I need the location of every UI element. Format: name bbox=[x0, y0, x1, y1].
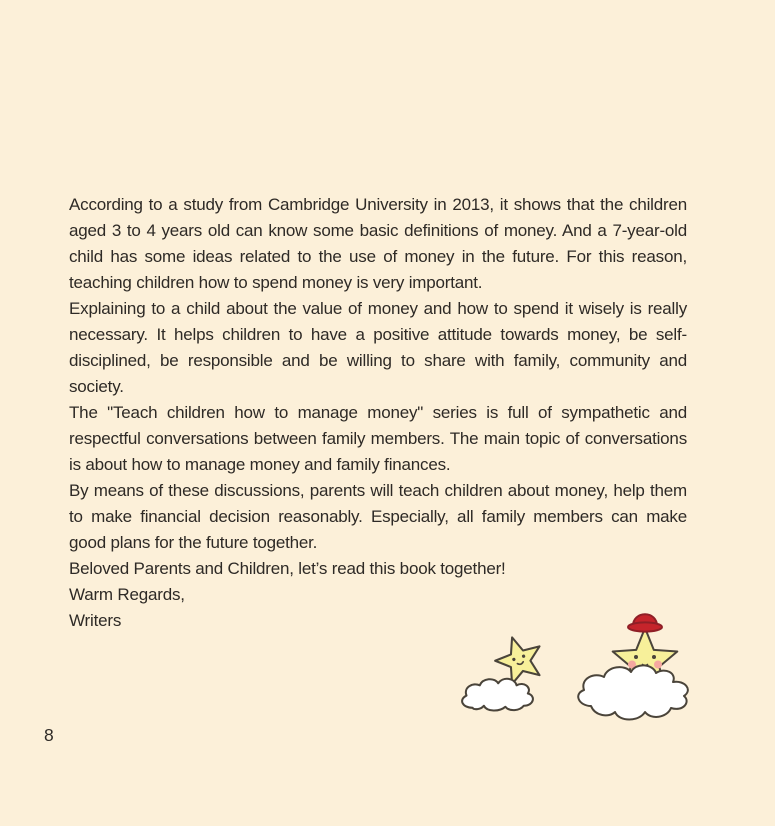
text-block bbox=[69, 192, 687, 634]
paragraph-2: Explaining to a child about the value of money and how to spend it wisely is really necessary. It helps children to have a positive attitude towards money, be self-disciplined, be responsible and be willing to share with family, community and society. bbox=[69, 299, 687, 396]
large-star-cheek-right bbox=[654, 661, 662, 669]
closing-regards: Warm Regards, bbox=[69, 585, 185, 604]
small-star-icon bbox=[490, 630, 548, 687]
small-cloud-icon bbox=[462, 679, 533, 711]
large-cloud-icon bbox=[578, 665, 688, 719]
paragraph-3: The "Teach children how to manage money" series is full of sympathetic and respectful conversations between family members. The main topic of conversations is about how to manage money and family finances. bbox=[69, 403, 687, 474]
small-star-cloud-illustration bbox=[458, 628, 566, 716]
large-star-cloud-illustration bbox=[572, 608, 714, 730]
closing-invitation: Beloved Parents and Children, let’s read this book together! bbox=[69, 559, 506, 578]
paragraph-1: According to a study from Cambridge University in 2013, it shows that the children aged 3 to 4 years old can know some basic definitions of money. And a 7-year-old child has some ideas related to the use of money in the future. For this reason, teaching children how to spend money is very important. bbox=[69, 195, 687, 292]
page-number: 8 bbox=[44, 725, 54, 745]
large-star-eye-left bbox=[634, 655, 638, 659]
large-star-eye-right bbox=[652, 655, 656, 659]
closing-signature: Writers bbox=[69, 611, 122, 630]
red-hat-icon bbox=[628, 614, 662, 631]
paragraph-4: By means of these discussions, parents will teach children about money, help them to make financial decision reasonably. Especially, all family members can make good plans for the future together. bbox=[69, 481, 687, 552]
